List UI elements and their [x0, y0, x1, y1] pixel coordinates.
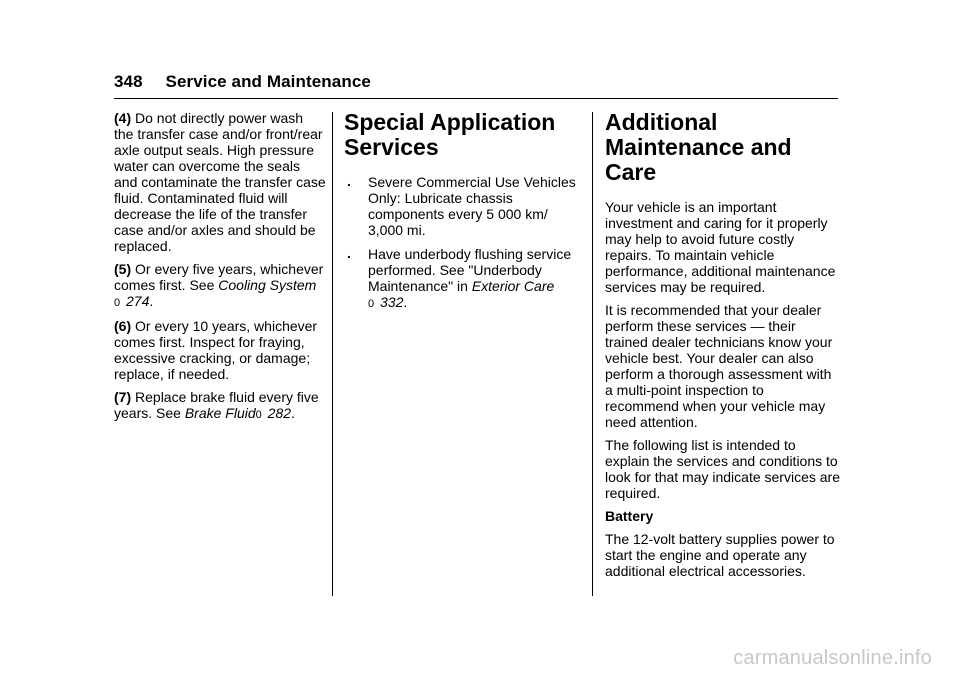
page-reference-icon: 0: [255, 409, 262, 421]
note-text: Or every five years, whichever comes first. See: [114, 261, 324, 293]
note-4: [114, 110, 326, 254]
bullet-marker: .: [347, 245, 351, 261]
watermark-text: carmanualsonline.info: [733, 647, 932, 669]
section-heading: Additional Maintenance and Care: [605, 109, 792, 185]
note-5: [114, 261, 326, 311]
note-label: (4): [114, 110, 132, 126]
column-additional-care: [605, 110, 841, 586]
cross-reference-link[interactable]: Cooling System: [218, 277, 317, 293]
cross-reference-link[interactable]: Brake Fluid: [184, 405, 256, 421]
column-divider-left: [332, 112, 333, 596]
column-special-services: [344, 110, 580, 320]
list-item-text: Severe Commercial Use Vehicles Only: Lubricate chassis components every 5 000 km/ 3,000 mi.: [368, 174, 576, 238]
page-reference-icon: 0: [114, 297, 121, 309]
note-text: Replace brake fluid every five years. See: [114, 389, 319, 421]
note-label: (5): [114, 261, 132, 277]
reference-page-link[interactable]: 282: [267, 405, 292, 421]
section-heading: Special Application Services: [344, 109, 556, 160]
note-label: (7): [114, 389, 132, 405]
paragraph: The following list is intended to explain the services and conditions to look for that may indicate services are required.: [605, 437, 840, 501]
list-item: [344, 246, 580, 312]
section-title: Service and Maintenance: [165, 72, 371, 91]
page-number: 348: [114, 72, 143, 91]
note-text: Do not directly power wash the transfer case and/or front/rear axle output seals. High pressure water can overcome the seals and contaminate the transfer case fluid. Contaminated fluid will decrease the life of the transfer case and/or axles and should be replaced.: [114, 110, 326, 254]
page-header: [114, 72, 371, 92]
column-notes: [114, 110, 326, 430]
paragraph: It is recommended that your dealer perform these services — their trained dealer technicians know your vehicle best. Your dealer can also perform a thorough assessment with a multi-point inspection to recommend when your vehicle may need attention.: [605, 302, 833, 430]
list-item: [344, 174, 580, 238]
column-divider-right: [592, 112, 593, 596]
note-6: [114, 318, 326, 382]
subheading-battery: Battery: [605, 508, 654, 524]
list-item-end: .: [403, 294, 408, 310]
note-7: [114, 389, 326, 423]
note-text: Or every 10 years, whichever comes first. Inspect for fraying, excessive cracking, or damage; replace, if needed.: [114, 318, 318, 382]
reference-page-link[interactable]: 274: [126, 293, 150, 309]
page-reference-icon: 0: [368, 298, 375, 310]
paragraph: Your vehicle is an important investment and caring for it properly may help to avoid future costly repairs. To maintain vehicle performance, additional maintenance services may be required.: [605, 199, 836, 295]
paragraph: The 12-volt battery supplies power to start the engine and operate any additional electrical accessories.: [605, 531, 835, 579]
cross-reference-link[interactable]: Exterior Care: [471, 278, 555, 294]
reference-page-link[interactable]: 332: [380, 294, 404, 310]
bullet-marker: .: [347, 173, 351, 189]
header-rule: [114, 98, 838, 99]
note-end: .: [291, 405, 295, 421]
note-label: (6): [114, 318, 132, 334]
list-item-text: Have underbody flushing service performed. See "Underbody Maintenance" in: [368, 246, 572, 294]
note-end: .: [149, 293, 154, 309]
bullet-list: [344, 174, 580, 312]
